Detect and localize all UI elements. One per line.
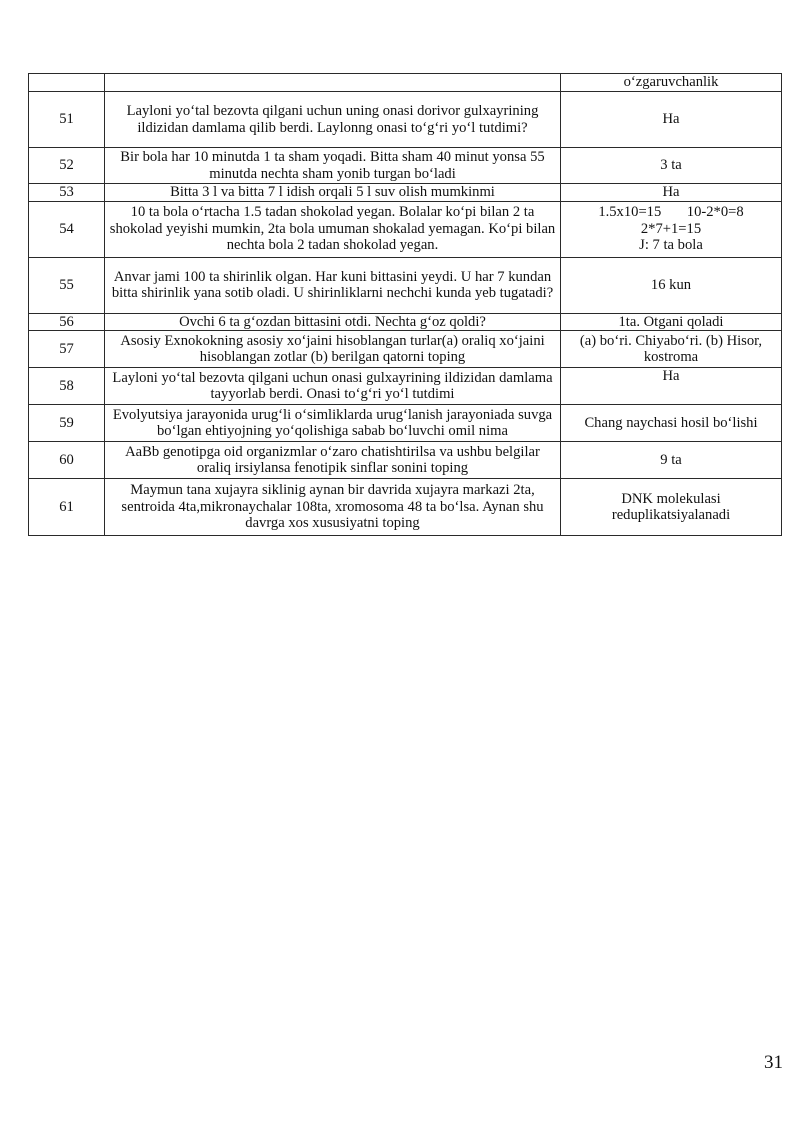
row-number-cell: 57 [29,331,105,368]
answer-line: 2*7+1=15 [640,220,702,237]
answer-line: Ha [662,111,680,128]
row-number-cell: 56 [29,313,105,331]
answer-cell [561,201,782,257]
table-row [29,368,782,405]
question-cell [105,74,561,92]
answer-line: 1ta. Otgani qoladi [618,313,724,330]
table-row [29,148,782,184]
answer-line: J: 7 ta bola [639,237,703,254]
row-number-cell: 58 [29,368,105,405]
answer-cell [561,74,782,92]
question-cell: Bir bola har 10 minutda 1 ta sham yoqadi. Bitta sham 40 minut yonsa 55 minutda nechta sham yonib turgan bo‘ladi [105,148,561,184]
answer-line: o‘zgaruvchanlik [623,74,719,91]
row-number-cell: 53 [29,184,105,202]
question-cell: Anvar jami 100 ta shirinlik olgan. Har kuni bittasini yeydi. U har 7 kundan bitta shirinlik yana sotib oladi. U shirinliklarni nechchi kunda yeb tugatadi? [105,257,561,313]
answer-line: Chang naychasi hosil bo‘lishi [584,414,758,431]
row-number-cell: 55 [29,257,105,313]
table-row [29,74,782,92]
table-row [29,405,782,442]
question-cell: Layloni yo‘tal bezovta qilgani uchun onasi gulxayrining ildizidan damlama tayyorlab berdi. Onasi to‘g‘ri yo‘l tutdimi [105,368,561,405]
table-row [29,479,782,536]
answer-line: Ha [662,368,680,384]
row-number-cell: 51 [29,92,105,148]
answer-line: 16 kun [650,276,692,293]
answer-line: Ha [662,184,680,200]
row-number-cell: 59 [29,405,105,442]
answer-cell [561,479,782,536]
qa-table-body [29,74,782,536]
question-cell: Evolyutsiya jarayonida urug‘li o‘simliklarda urug‘lanish jarayoniada suvga bo‘lgan ehtiyojning yo‘qolishiga sabab bo‘luvchi omil nima [105,405,561,442]
answer-cell [561,313,782,331]
answer-cell [561,442,782,479]
answer-line: DNK molekulasi [621,490,721,507]
question-cell: AaBb genotipga oid organizmlar o‘zaro chatishtirilsa va ushbu belgilar oraliq irsiylansa fenotipik sinflar sonini toping [105,442,561,479]
page-number: 31 [764,1052,783,1073]
question-cell: 10 ta bola o‘rtacha 1.5 tadan shokolad yegan. Bolalar ko‘pi bilan 2 ta shokolad yeyishi mumkin, 2ta bola umuman shokalad yemagan. Ko‘pi bilan nechta bola 2 tadan shokolad yegan. [105,201,561,257]
answer-cell [561,331,782,368]
qa-table [28,73,782,536]
question-cell: Layloni yo‘tal bezovta qilgani uchun uning onasi dorivor gulxayrining ildizidan damlama qilib berdi. Laylonng onasi to‘g‘ri yo‘l tutdimi? [105,92,561,148]
question-cell: Asosiy Exnokokning asosiy xo‘jaini hisoblangan turlar(a) oraliq xo‘jaini hisoblangan zotlar (b) berilgan qatorni toping [105,331,561,368]
table-row [29,201,782,257]
table-row [29,313,782,331]
table-row [29,442,782,479]
answer-line: kostroma [643,349,699,365]
question-cell: Ovchi 6 ta g‘ozdan bittasini otdi. Nechta g‘oz qoldi? [105,313,561,331]
answer-cell [561,257,782,313]
row-number-cell: 60 [29,442,105,479]
answer-line: 1.5x10=15 10-2*0=8 [598,204,744,221]
answer-cell [561,368,782,405]
answer-line: (a) bo‘ri. Chiyabo‘ri. (b) Hisor, [579,332,763,349]
question-cell: Bitta 3 l va bitta 7 l idish orqali 5 l suv olish mumkinmi [105,184,561,202]
answer-cell [561,184,782,202]
answer-cell [561,92,782,148]
table-row [29,257,782,313]
question-cell: Maymun tana xujayra siklinig aynan bir davrida xujayra markazi 2ta, sentroida 4ta,mikronaychalar 108ta, xromosoma 48 ta bo‘lsa. Aynan shu davrga xos xususiyatni toping [105,479,561,536]
answer-cell [561,405,782,442]
row-number-cell [29,74,105,92]
answer-cell [561,148,782,184]
row-number-cell: 54 [29,201,105,257]
table-row [29,92,782,148]
row-number-cell: 52 [29,148,105,184]
answer-line: 3 ta [660,157,682,174]
table-row [29,184,782,202]
answer-line: 9 ta [660,451,682,468]
answer-line: reduplikatsiyalanadi [611,507,731,523]
table-row [29,331,782,368]
row-number-cell: 61 [29,479,105,536]
